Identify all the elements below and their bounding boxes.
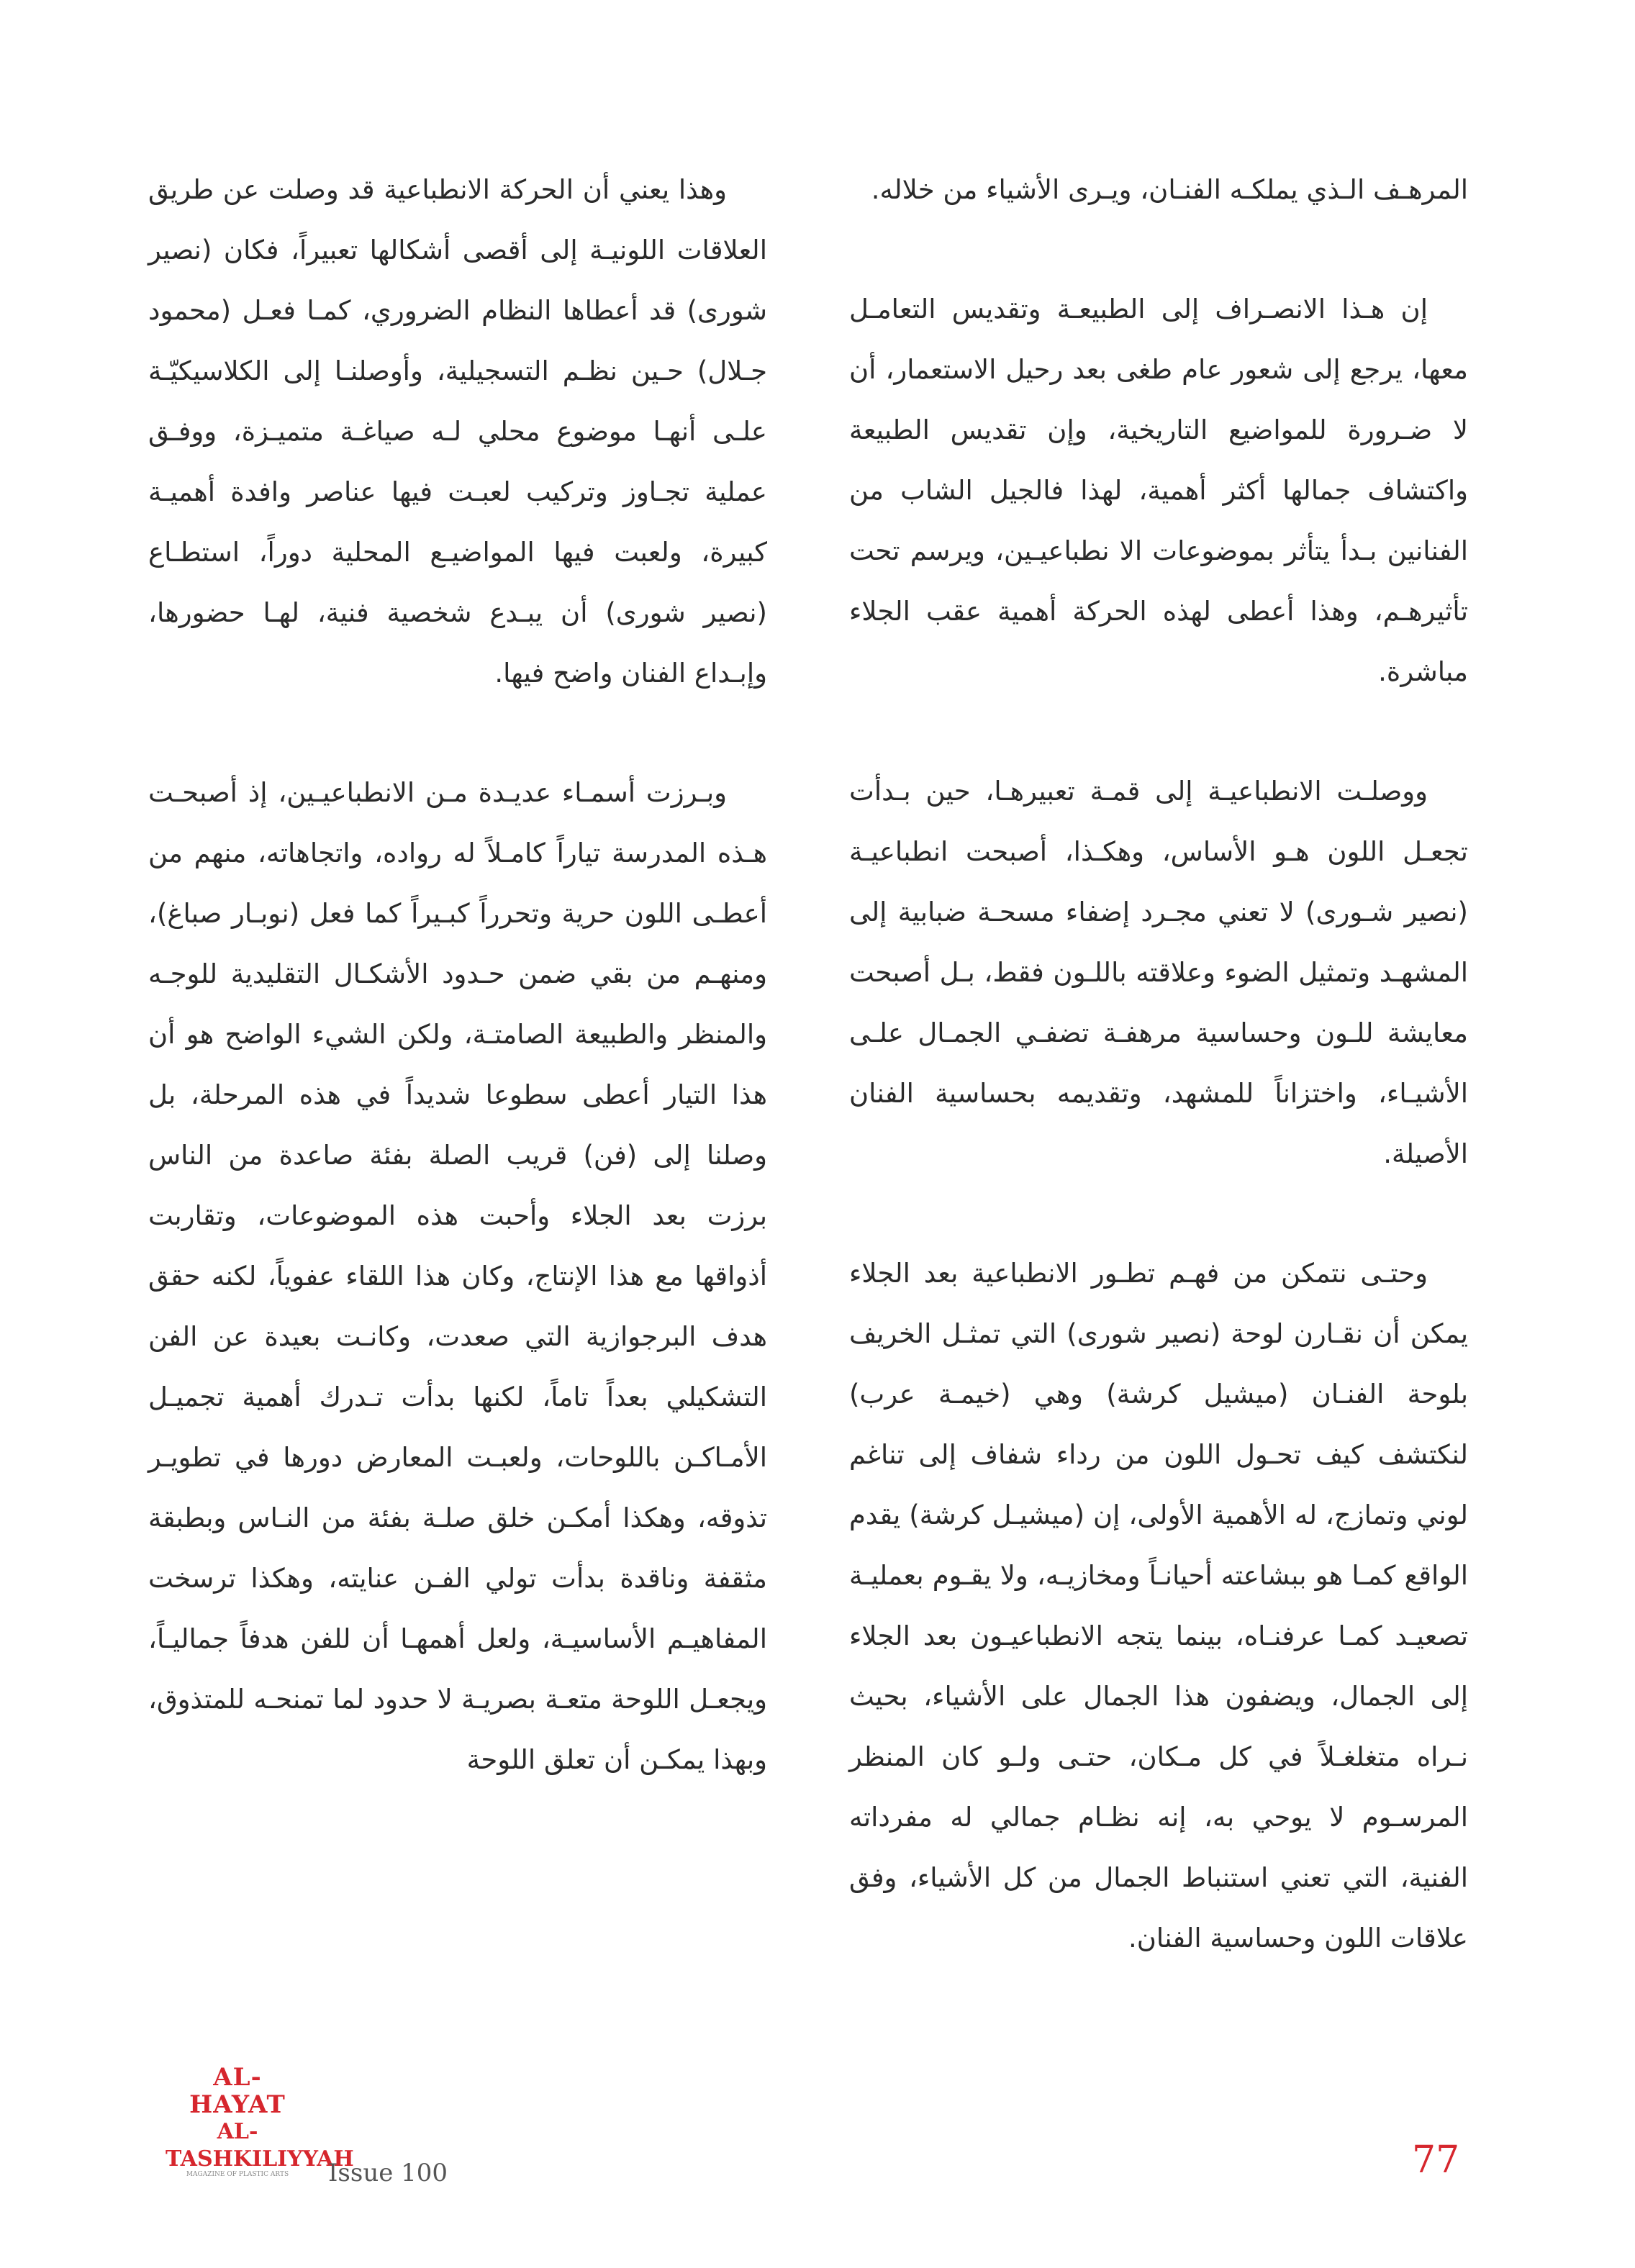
paragraph: إن هـذا الانصـراف إلى الطبيعـة وتقديس التعامـل معها، يرجع إلى شعور عام طغى بعد رحيل الاستعمار، أن لا ضـرورة للمواضيع التاريخية، وإن تقديس الطبيعة واكتشاف جمالها أكثر أهمية، لهذا فالجيل الشاب من الفنانين بـدأ يتأثر بموضوعات الا نطباعيـين، ويرسم تحت تأثيرهـم، وهذا أعطى لهذه الحركة أهمية عقب الجلاء مباشرة. xyxy=(849,294,1468,687)
article-column-left xyxy=(148,160,767,1849)
magazine-logo xyxy=(166,2063,354,2179)
paragraph: وحتـى نتمكن من فهـم تطـور الانطباعية بعد الجلاء يمكن أن نقـارن لوحة (نصير شورى) التي تمثـل الخريف بلوحة الفنـان (ميشيل كرشة) وهي (خيمـة عرب) لنكتشف كيف تحـول اللون من رداء شفاف إلى تناغم لوني وتمازج، له الأهمية الأولى، إن (ميشيـل كرشة) يقدم الواقع كمـا هو ببشاعته أحيانـاً ومخازيـه، ولا يقـوم بعمليـة تصعيـد كمـا عرفنـاه، بينما يتجه الانطباعيـون بعد الجلاء إلى الجمال، ويضفون هذا الجمال على الأشياء، بحيث نـراه متغلغـلاً في كل مـكان، حتـى ولـو كان المنظر المرسـوم لا يوحي به، إنه نظـام جمالي له مفرداته الفنية، التي تعني استنباط الجمال من كل الأشياء، وفق علاقات اللون وحساسية الفنان. xyxy=(849,1258,1468,1954)
logo-tagline: MAGAZINE OF PLASTIC ARTS xyxy=(186,2171,289,2178)
paragraph: وبـرزت أسمـاء عديـدة مـن الانطباعيـين، إذ أصبحـت هـذه المدرسة تياراً كامـلاً له رواده، واتجاهاته، منهم من أعطـى اللون حرية وتحرراً كبـيراً كما فعل (نوبـار صباغ)، ومنهـم من بقي ضمن حـدود الأشكـال التقليدية للوجـه والمنظر والطبيعة الصامتـة، ولكن الشيء الواضح هو أن هذا التيار أعطى سطوعا شديداً في هذه المرحلة، بل وصلنا إلى (فن) قريب الصلة بفئة صاعدة من الناس برزت بعد الجلاء وأحبت هذه الموضوعات، وتقاربت أذواقها مع هذا الإنتاج، وكان هذا اللقاء عفوياً، لكنه حقق هدف البرجوازية التي صعدت، وكانـت بعيدة عن الفن التشكيلي بعداً تاماً، لكنها بدأت تـدرك أهمية تجميـل الأمـاكـن باللوحات، ولعبـت المعارض دورها في تطويـر تذوقه، وهكذا أمكـن خلق صلـة بفئة من النـاس وبطبقة مثقفة وناقدة بدأت تولي الفـن عنايته، وهكذا ترسخت المفاهيـم الأساسيـة، ولعل أهمهـا أن للفن هدفاً جماليـاً، ويجعـل اللوحة متعـة بصريـة لا حدود لما تمنحـه للمتذوق، وبهذا يمكـن أن تعلق اللوحة xyxy=(148,777,767,1775)
logo-line-2: AL-TASHKILIYYAH xyxy=(166,2119,354,2172)
page-number: 77 xyxy=(1412,2138,1460,2182)
paragraph: ووصلـت الانطباعيـة إلى قمـة تعبيرهـا، حين بـدأت تجعـل اللون هـو الأساس، وهكـذا، أصبحت انطباعيـة (نصير شـورى) لا تعني مجـرد إضفاء مسحـة ضبابية إلى المشهـد وتمثيل الضوء وعلاقته باللـون فقط، بـل أصبحت معايشة للـون وحساسية مرهفـة تضفـي الجمـال علـى الأشيـاء، واختزاناً للمشهد، وتقديمه بحساسية الفنان الأصيلة. xyxy=(849,776,1468,1169)
paragraph: المرهـف الـذي يملكـه الفنـان، ويـرى الأشياء من خلاله. xyxy=(871,174,1468,205)
logo-line-1: AL-HAYAT xyxy=(189,2063,286,2119)
article-column-right xyxy=(849,160,1468,2028)
issue-label: Issue 100 xyxy=(328,2159,448,2187)
paragraph: وهذا يعني أن الحركة الانطباعية قد وصلت عن طريق العلاقات اللونيـة إلى أقصى أشكالها تعبيراً، فكان (نصير شورى) قد أعطاها النظام الضروري، كمـا فعـل (محمود جـلال) حـين نظـم التسجيلية، وأوصلنـا إلى الكلاسيكيّـة علـى أنهـا موضوع محلي لـه صياغـة متميـزة، ووفـق عملية تجـاوز وتركيب لعبـت فيها عناصر وافدة أهميـة كبيرة، ولعبت فيها المواضيـع المحلية دوراً، استطـاع (نصير شورى) أن يبـدع شخصية فنية، لهـا حضورها، وإبـداع الفنان واضح فيها. xyxy=(148,174,767,689)
